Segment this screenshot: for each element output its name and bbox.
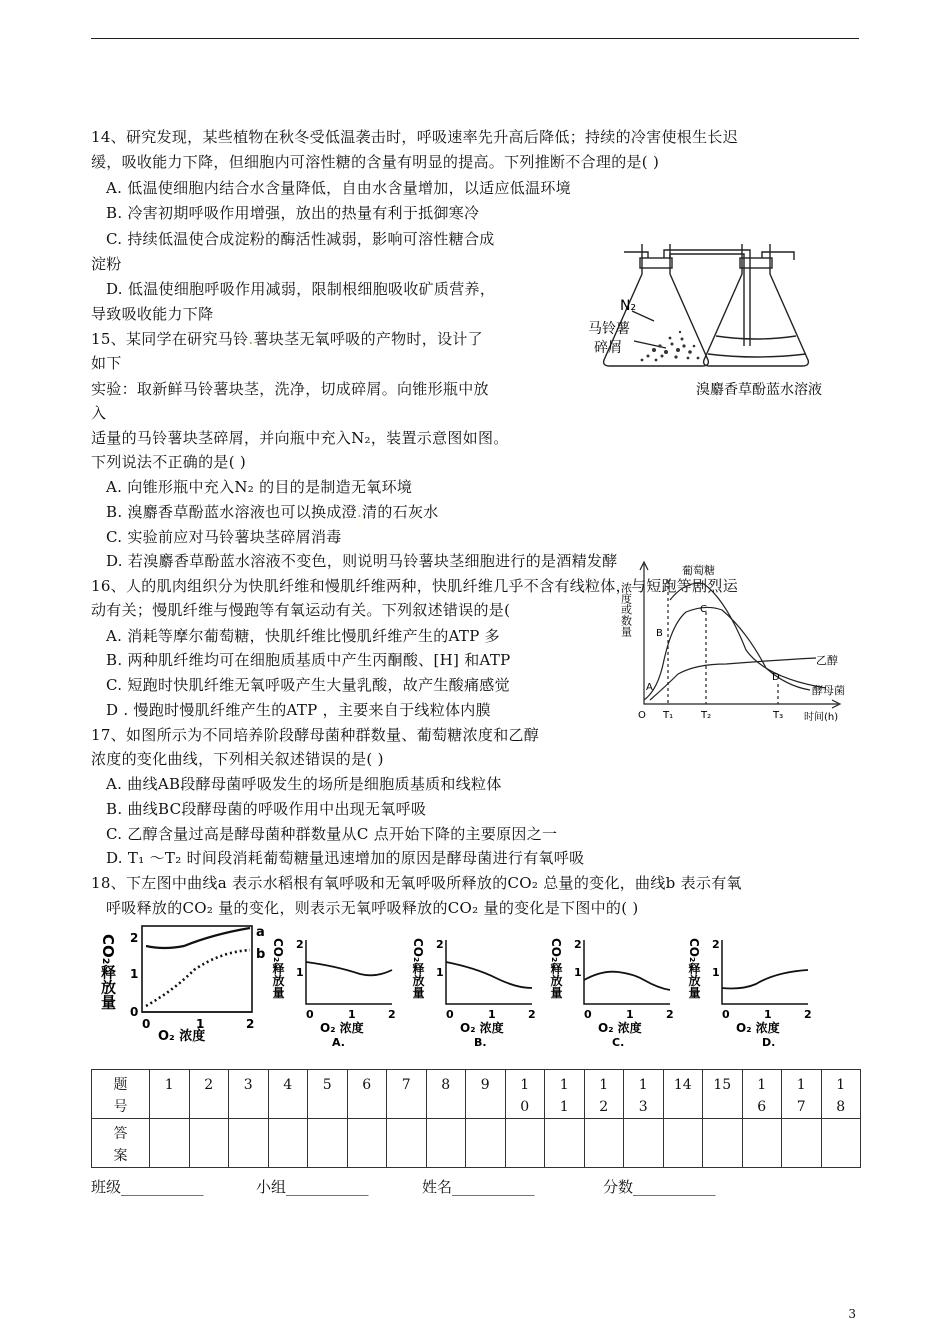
answer-cell[interactable] [782,1119,822,1168]
glucose-curve [670,583,826,688]
name-field[interactable]: 姓名___________ [422,1178,535,1196]
answer-cell[interactable] [703,1119,743,1168]
q18-main-frame [142,926,252,1012]
header-rule [91,38,859,39]
option-b-xtick-1: 1 [488,1008,496,1021]
point-c-label: C [700,604,707,615]
q15-line-3: 实验：取新鲜马铃薯块茎，洗净，切成碎屑。向锥形瓶中放 [91,380,489,398]
class-field[interactable]: 班级___________ [91,1178,204,1196]
option-c-xtick-0: 0 [584,1008,592,1021]
qnum-cell: 1 3 [624,1070,664,1119]
q14-option-c: C. 持续低温使合成淀粉的酶活性减弱，影响可溶性糖合成 [106,230,495,248]
option-d-ylabel: CO₂释放量 [687,938,701,999]
q17-xlabel: 时间(h) [804,712,839,723]
answer-cell[interactable] [742,1119,782,1168]
q18-main-xtick-0: 0 [142,1017,151,1031]
ethanol-label: 乙醇 [816,654,838,667]
option-d-tick-1: 1 [712,966,720,979]
option-c-tick-2: 2 [574,938,582,951]
option-a-tick-2: 2 [296,938,304,951]
answer-cell[interactable] [268,1119,308,1168]
qnum-cell: 1 7 [782,1070,822,1119]
q15-line-2: 如下 [91,354,122,372]
option-b-curve [446,962,532,988]
q17-option-b: B. 曲线BC段酵母菌的呼吸作用中出现无氧呼吸 [106,800,427,818]
q15-line-6: 下列说法不正确的是( ) [91,453,247,471]
qnum-cell: 1 [150,1070,190,1119]
q14-option-a: A. 低温使细胞内结合水含量降低，自由水含量增加，以适应低温环境 [106,179,571,197]
option-c-ylabel: CO₂释放量 [549,938,563,999]
score-field[interactable]: 分数___________ [603,1178,716,1196]
q18-main-tick-2: 2 [130,931,139,945]
qnum-cell: 2 [189,1070,229,1119]
q14-stem-1: 14、研究发现，某些植物在秋冬受低温袭击时，呼吸速率先升高后降低；持续的冷害使根生长迟 [91,128,738,146]
q14-option-d: D. 低温使细胞呼吸作用减弱，限制根细胞吸收矿质营养， [106,280,496,298]
point-b-label: B [656,628,663,639]
option-c-xtick-1: 1 [626,1008,634,1021]
q15-apparatus-figure [584,236,846,406]
q18-option-d-chart [687,934,820,1050]
potato-label-2: 碎屑 [594,340,622,356]
answer-cell[interactable] [821,1119,861,1168]
point-a-label: A [646,682,653,693]
q18-main-tick-1: 1 [130,967,139,981]
option-b-tick-1: 1 [436,966,444,979]
q18-line-2: 呼吸释放的CO₂ 量的变化，则表示无氧呼吸释放的CO₂ 量的变化是下图中的( ) [106,899,639,917]
q18-main-xlabel: O₂ 浓度 [158,1029,206,1044]
q16-option-a: A. 消耗等摩尔葡萄糖，快肌纤维比慢肌纤维产生的ATP 多 [106,627,500,645]
q18-main-xtick-2: 2 [246,1017,255,1031]
qnum-cell: 4 [268,1070,308,1119]
q14-stem-2: 缓，吸收能力下降，但细胞内可溶性糖的含量有明显的提高。下列推断不合理的是( ) [91,153,660,171]
option-a-ylabel: CO₂释放量 [271,938,285,999]
q15-option-b-2: 清的石灰水 [362,503,439,521]
q18-option-b-chart [411,934,544,1050]
answer-char-2: 案 [113,1148,128,1164]
option-d-tick-2: 2 [712,938,720,951]
point-d-label: D [772,672,780,683]
option-a-xlabel: O₂ 浓度 [320,1021,364,1035]
q17-line-1: 17、如图所示为不同培养阶段酵母菌种群数量、葡萄糖浓度和乙醇 [91,726,540,744]
q16-line-2: 动有关；慢肌纤维与慢跑等有氧运动有关。下列叙述错误的是( [91,601,511,619]
answer-cell[interactable] [624,1119,664,1168]
q18-main-ylabel: CO₂释放量 [99,934,117,1010]
q15-option-c: C. 实验前应对马铃薯块茎碎屑消毒 [106,528,342,546]
q15-option-b: B. 溴麝香草酚蓝水溶液也可以换成澄.清的石灰水 [106,503,439,521]
option-b-xtick-2: 2 [528,1008,536,1021]
q15-option-d: D. 若溴麝香草酚蓝水溶液不变色，则说明马铃薯块茎细胞进行的是酒精发酵 [106,552,618,570]
q18-option-a-chart [271,934,404,1050]
potato-label-1: 马铃薯 [588,321,630,337]
answer-cell[interactable] [229,1119,269,1168]
q14-option-c-cont: 淀粉 [91,255,122,273]
option-c-tick-1: 1 [574,966,582,979]
header-char-2: 号 [113,1099,128,1115]
option-d-curve [722,970,808,989]
yeast-label: 酵母菌 [812,684,845,697]
q14-option-b: B. 冷害初期呼吸作用增强，放出的热量有利于抵御寒冷 [106,204,480,222]
option-d-xlabel: O₂ 浓度 [736,1021,780,1035]
q15-line-4: 入 [91,404,107,422]
qnum-cell: 7 [387,1070,427,1119]
t2-label: T₂ [701,710,712,721]
answer-table-number-row [92,1070,861,1119]
qnum-cell: 9 [466,1070,506,1119]
q15-line-5: 适量的马铃薯块茎碎屑，并向瓶中充入N₂，装置示意图如图。 [91,429,509,447]
t1-label: T₁ [663,710,674,721]
q15-option-b-1: B. 溴麝香草酚蓝水溶液也可以换成澄 [106,503,357,521]
answer-cell[interactable] [466,1119,506,1168]
q16-line-1: 16、人的肌肉组织分为快肌纤维和慢肌纤维两种，快肌纤维几乎不含有线粒体，与短跑等剧烈运 [91,577,738,595]
option-c-xlabel: O₂ 浓度 [598,1021,642,1035]
q14-option-d-cont: 导致吸收能力下降 [91,305,214,323]
option-b-tick-2: 2 [436,938,444,951]
header-cell [92,1070,150,1119]
group-field[interactable]: 小组___________ [256,1178,369,1196]
t3-label: T₃ [773,710,784,721]
option-b-ylabel: CO₂释放量 [411,938,425,999]
qnum-cell: 1 6 [742,1070,782,1119]
option-d-label: D. [762,1036,776,1049]
answer-cell[interactable] [150,1119,190,1168]
option-a-curve [306,962,392,975]
q17-option-c: C. 乙醇含量过高是酵母菌种群数量从C 点开始下降的主要原因之一 [106,825,558,843]
qnum-cell: 8 [426,1070,466,1119]
qnum-cell: 1 2 [584,1070,624,1119]
option-b-label: B. [474,1036,487,1049]
qnum-cell: 1 1 [545,1070,585,1119]
n2-label: N₂ [620,298,637,314]
answer-cell[interactable] [584,1119,624,1168]
option-b-xtick-0: 0 [446,1008,454,1021]
curve-a [146,928,250,948]
option-d-xtick-1: 1 [764,1008,772,1021]
option-b-xlabel: O₂ 浓度 [460,1021,504,1035]
q15-line-1: 15、某同学在研究马铃.薯块茎无氧呼吸的产物时，设计了 [91,330,483,348]
option-c-label: C. [612,1036,625,1049]
q16-option-d: D . 慢跑时慢肌纤维产生的ATP ，主要来自于线粒体内膜 [106,701,491,719]
q15-line-1b: 薯块茎无氧呼吸的产物时，设计了 [253,330,483,348]
q17-curve-figure [619,560,858,730]
option-d-xtick-2: 2 [804,1008,812,1021]
qnum-cell: 15 [703,1070,743,1119]
q18-main-tick-0: 0 [130,1005,139,1019]
qnum-cell: 5 [308,1070,348,1119]
answer-cell[interactable] [505,1119,545,1168]
answer-cell[interactable] [189,1119,229,1168]
q18-line-1: 18、下左图中曲线a 表示水稻根有氧呼吸和无氧呼吸所释放的CO₂ 总量的变化，曲线b 表示有氧 [91,874,742,892]
answer-cell[interactable] [347,1119,387,1168]
option-c-xtick-2: 2 [666,1008,674,1021]
q15-option-a: A. 向锥形瓶中充入N₂ 的目的是制造无氧环境 [106,478,413,496]
qnum-cell: 6 [347,1070,387,1119]
answer-table [91,1069,861,1168]
curve-b-label: b [256,947,266,962]
q17-ylabel: 浓度或数量 [619,582,633,637]
q17-option-a: A. 曲线AB段酵母菌呼吸发生的场所是细胞质基质和线粒体 [106,775,502,793]
option-d-xtick-0: 0 [722,1008,730,1021]
answer-table-answer-row [92,1119,861,1168]
answer-cell[interactable] [545,1119,585,1168]
answer-header-cell [92,1119,150,1168]
option-a-xtick-2: 2 [388,1008,396,1021]
option-a-xtick-1: 1 [348,1008,356,1021]
curve-a-label: a [256,925,265,940]
q16-option-b: B. 两种肌纤维均可在细胞质基质中产生丙酮酸、[H] 和ATP [106,651,511,669]
q17-option-d: D. T₁ ～T₂ 时间段消耗葡萄糖量迅速增加的原因是酵母菌进行有氧呼吸 [106,849,585,867]
q18-main-xtick-1: 1 [196,1017,205,1031]
qnum-cell: 3 [229,1070,269,1119]
qnum-cell: 14 [663,1070,703,1119]
qnum-cell: 1 0 [505,1070,545,1119]
q18-main-chart [99,920,276,1044]
curve-b [146,950,250,1006]
glucose-label: 葡萄糖 [682,564,715,577]
q16-option-c: C. 短跑时快肌纤维无氧呼吸产生大量乳酸，故产生酸痛感觉 [106,676,510,694]
answer-cell[interactable] [426,1119,466,1168]
q17-axes [644,564,838,704]
answer-cell[interactable] [308,1119,348,1168]
header-char-1: 题 [113,1077,128,1093]
option-c-curve [584,972,670,990]
right-flask [704,244,809,366]
option-a-label: A. [332,1036,345,1049]
answer-char-1: 答 [113,1126,128,1142]
option-a-xtick-0: 0 [306,1008,314,1021]
q17-line-2: 浓度的变化曲线，下列相关叙述错误的是( ) [91,750,384,768]
answer-cell[interactable] [663,1119,703,1168]
qnum-cell: 1 8 [821,1070,861,1119]
q15-line-1a: 15、某同学在研究马铃 [91,330,249,348]
option-a-tick-1: 1 [296,966,304,979]
answer-cell[interactable] [387,1119,427,1168]
origin-label: O [638,710,646,721]
solution-caption: 溴麝香草酚蓝水溶液 [696,382,822,398]
yeast-curve [644,607,810,700]
page-number: 3 [848,1307,856,1321]
q18-option-c-chart [549,934,682,1050]
